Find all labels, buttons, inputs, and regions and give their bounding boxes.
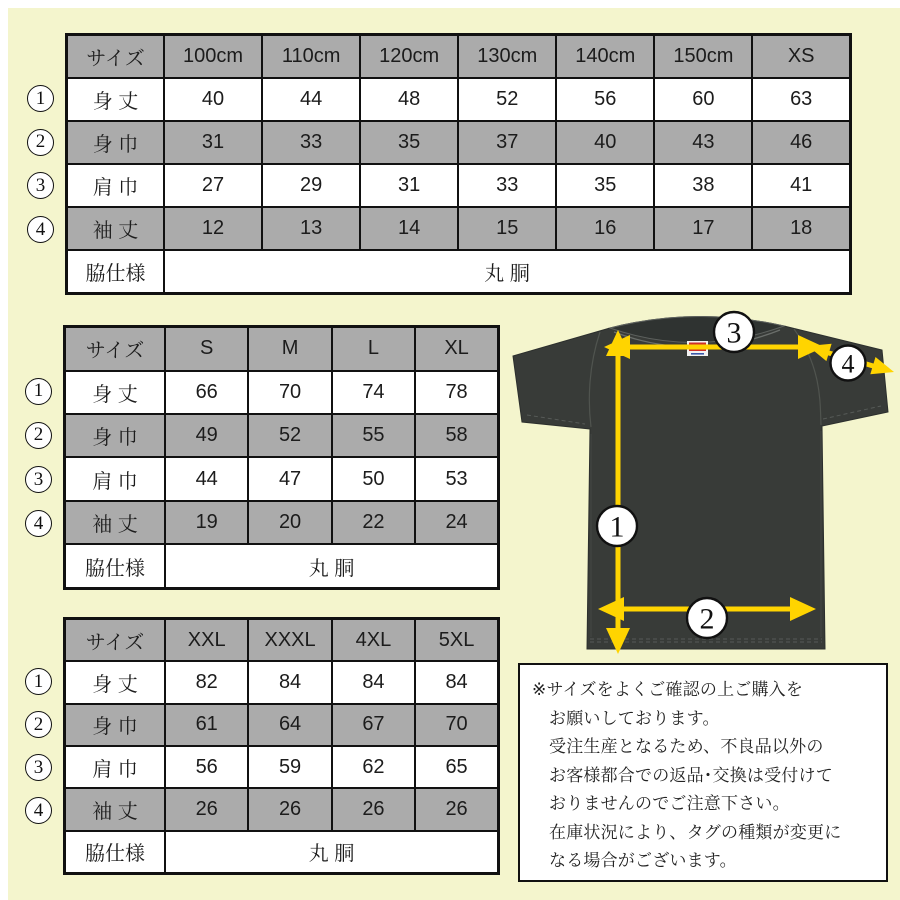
size-table	[63, 325, 500, 590]
table-cell: 70	[248, 371, 331, 414]
table-cell: 26	[248, 788, 331, 830]
table-cell: 41	[752, 164, 850, 207]
table-cell: 53	[415, 457, 498, 500]
size-table-adult	[25, 325, 500, 590]
table-cell: 12	[164, 207, 262, 250]
row-marker-slot	[25, 369, 63, 413]
size-table-kids	[27, 33, 852, 295]
purchase-note-box	[518, 663, 888, 882]
circled-number: 4	[27, 216, 54, 243]
table-cell: 26	[332, 788, 415, 830]
size-table	[65, 33, 852, 295]
circled-number: 3	[27, 172, 54, 199]
note-line: おりませんのでご注意下さい。	[549, 794, 790, 813]
table-cell: 37	[458, 121, 556, 164]
table-cell: 61	[165, 704, 248, 746]
circled-number: 1	[25, 378, 52, 405]
svg-text:2: 2	[699, 602, 715, 636]
table-cell: M	[248, 327, 331, 371]
table-cell: 5XL	[415, 619, 498, 662]
row-marker-slot	[25, 502, 63, 546]
note-line: 受注生産となるため、不良品以外の	[549, 737, 824, 756]
note-line: お客様都合での返品･交換は受付けて	[549, 765, 833, 785]
table-cell: 袖 丈	[67, 207, 165, 250]
row-marker-slot	[25, 703, 63, 746]
marker-3	[714, 312, 754, 352]
table-cell: 身 巾	[67, 121, 165, 164]
table-cell: XL	[415, 327, 498, 371]
table-cell: 44	[165, 457, 248, 500]
table-cell: XXL	[165, 619, 248, 662]
table-cell: 130cm	[458, 35, 556, 79]
note-line: なる場合がございます。	[549, 851, 737, 870]
table-cell: 13	[262, 207, 360, 250]
table-cell: 脇仕様	[65, 831, 166, 874]
gutter-spacer	[25, 546, 63, 590]
table-cell: 70	[415, 704, 498, 746]
table-cell: 肩 巾	[65, 746, 166, 788]
table-cell: S	[165, 327, 248, 371]
table-cell: 丸 胴	[165, 544, 499, 588]
top-margin	[0, 0, 900, 8]
table-cell: 33	[458, 164, 556, 207]
table-cell: 20	[248, 501, 331, 544]
table-cell: 82	[165, 661, 248, 703]
table-cell: 22	[332, 501, 415, 544]
table-cell: 100cm	[164, 35, 262, 79]
table-cell: 55	[332, 414, 415, 457]
row-marker-slot	[25, 413, 63, 457]
gutter-spacer	[25, 325, 63, 369]
table-cell: 65	[415, 746, 498, 788]
table-cell: 17	[654, 207, 752, 250]
row-number-gutter	[27, 33, 65, 295]
circled-number: 2	[25, 711, 52, 738]
row-marker-slot	[25, 458, 63, 502]
table-cell: 59	[248, 746, 331, 788]
size-table	[63, 617, 500, 875]
marker-1	[597, 506, 637, 546]
circled-number: 3	[25, 466, 52, 493]
gutter-spacer	[27, 33, 65, 77]
note-line: 在庫状況により、タグの種類が変更に	[549, 822, 842, 842]
table-cell: 脇仕様	[67, 250, 165, 294]
table-cell: 38	[654, 164, 752, 207]
table-cell: 84	[332, 661, 415, 703]
table-cell: 31	[360, 164, 458, 207]
table-cell: 33	[262, 121, 360, 164]
marker-2	[687, 598, 727, 638]
marker-4	[831, 346, 866, 381]
table-cell: 78	[415, 371, 498, 414]
svg-text:1: 1	[609, 510, 625, 544]
table-cell: 67	[332, 704, 415, 746]
table-cell: 62	[332, 746, 415, 788]
table-cell: 56	[165, 746, 248, 788]
table-cell: 35	[556, 164, 654, 207]
row-marker-slot	[27, 164, 65, 208]
table-cell: 肩 巾	[67, 164, 165, 207]
table-cell: 47	[248, 457, 331, 500]
table-cell: 身 丈	[67, 78, 165, 121]
left-margin	[0, 0, 8, 900]
table-cell: 66	[165, 371, 248, 414]
table-cell: 身 丈	[65, 371, 166, 414]
table-cell: L	[332, 327, 415, 371]
circled-number: 4	[25, 797, 52, 824]
table-cell: 60	[654, 78, 752, 121]
circled-number: 1	[27, 85, 54, 112]
table-cell: 52	[458, 78, 556, 121]
table-cell: 29	[262, 164, 360, 207]
table-cell: 26	[415, 788, 498, 830]
table-cell: 脇仕様	[65, 544, 166, 588]
table-cell: 24	[415, 501, 498, 544]
note-line: ※サイズをよくご確認の上ご購入を	[532, 680, 804, 699]
table-cell: 身 巾	[65, 414, 166, 457]
table-cell: 44	[262, 78, 360, 121]
circled-number: 1	[25, 668, 52, 695]
table-cell: サイズ	[65, 619, 166, 662]
table-cell: 64	[248, 704, 331, 746]
row-number-gutter	[25, 617, 63, 875]
table-cell: 15	[458, 207, 556, 250]
table-cell: 40	[164, 78, 262, 121]
row-marker-slot	[25, 789, 63, 832]
row-number-gutter	[25, 325, 63, 590]
table-cell: 110cm	[262, 35, 360, 79]
table-cell: サイズ	[67, 35, 165, 79]
row-marker-slot	[27, 120, 65, 164]
table-cell: 48	[360, 78, 458, 121]
table-cell: 120cm	[360, 35, 458, 79]
gutter-spacer	[25, 617, 63, 660]
table-cell: 丸 胴	[165, 831, 499, 874]
circled-number: 4	[25, 510, 52, 537]
gutter-spacer	[25, 832, 63, 875]
tshirt-measurement-diagram	[500, 308, 900, 660]
table-cell: 身 丈	[65, 661, 166, 703]
table-cell: 丸 胴	[164, 250, 851, 294]
table-cell: 63	[752, 78, 850, 121]
row-marker-slot	[25, 660, 63, 703]
table-cell: 56	[556, 78, 654, 121]
table-cell: 84	[248, 661, 331, 703]
table-cell: サイズ	[65, 327, 166, 371]
table-cell: 26	[165, 788, 248, 830]
row-marker-slot	[25, 746, 63, 789]
gutter-spacer	[27, 251, 65, 295]
size-table-big	[25, 617, 500, 875]
table-cell: 150cm	[654, 35, 752, 79]
circled-number: 2	[27, 129, 54, 156]
circled-number: 3	[25, 754, 52, 781]
table-cell: 74	[332, 371, 415, 414]
table-cell: 18	[752, 207, 850, 250]
table-cell: 14	[360, 207, 458, 250]
row-marker-slot	[27, 77, 65, 121]
table-cell: 19	[165, 501, 248, 544]
table-cell: 16	[556, 207, 654, 250]
table-cell: 52	[248, 414, 331, 457]
table-cell: XS	[752, 35, 850, 79]
table-cell: 50	[332, 457, 415, 500]
table-cell: 肩 巾	[65, 457, 166, 500]
table-cell: 40	[556, 121, 654, 164]
svg-text:4: 4	[841, 349, 855, 379]
note-line: お願いしております。	[549, 708, 720, 728]
table-cell: 4XL	[332, 619, 415, 662]
table-cell: 49	[165, 414, 248, 457]
table-cell: 35	[360, 121, 458, 164]
table-cell: 袖 丈	[65, 501, 166, 544]
table-cell: 58	[415, 414, 498, 457]
table-cell: 身 巾	[65, 704, 166, 746]
table-cell: XXXL	[248, 619, 331, 662]
table-cell: 84	[415, 661, 498, 703]
table-cell: 46	[752, 121, 850, 164]
row-marker-slot	[27, 208, 65, 252]
circled-number: 2	[25, 422, 52, 449]
svg-text:3: 3	[726, 316, 742, 350]
table-cell: 31	[164, 121, 262, 164]
table-cell: 140cm	[556, 35, 654, 79]
table-cell: 43	[654, 121, 752, 164]
table-cell: 27	[164, 164, 262, 207]
table-cell: 袖 丈	[65, 788, 166, 830]
